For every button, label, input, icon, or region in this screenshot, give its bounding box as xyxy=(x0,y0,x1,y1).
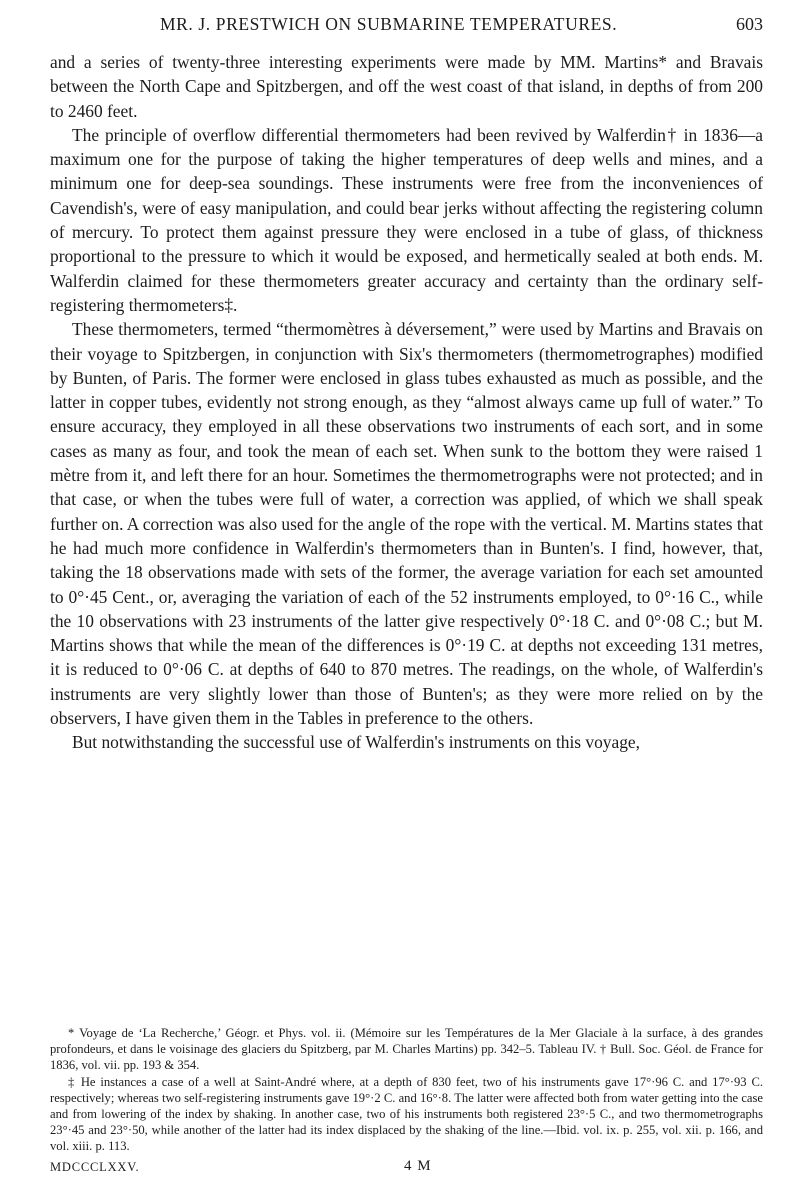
paragraph-3: These thermometers, termed “thermomètres à déversement,” were used by Martins and Bravais on their voyage to Spitzbergen, in conjunction with Six's thermometers (thermometrographes) modified by Bunten, of Paris. The former were enclosed in glass tubes exhausted as much as possible, and the latter in copper tubes, evidently not strong enough, as they “almost always came up full of water.” To ensure accuracy, they employed in all these observations two instruments of each sort, and in some cases as many as four, and took the mean of each set. When sunk to the bottom they were raised 1 mètre from it, and left there for an hour. Sometimes the thermometrographs were not protected; and in that case, or when the tubes were full of water, a correction was applied, of which we shall speak further on. A correction was also used for the angle of the rope with the vertical. M. Martins states that he had much more confidence in Walferdin's thermometers than in Bunten's. I find, however, that, taking the 18 observations made with sets of the former, the average variation for each set amounted to 0°·45 Cent., or, averaging the variation of each of the 52 instruments employed, to 0°·16 C., while the 10 observations with 23 instruments of the latter give respectively 0°·18 C. and 0°·08 C.; but M. Martins shows that while the mean of the differences is 0°·19 C. at depths not exceeding 131 metres, it is reduced to 0°·06 C. at depths of 640 to 870 metres. The readings, on the whole, of Walferdin's instruments are very slightly lower than those of Bunten's; as they were more relied on by the observers, I have given them in the Tables in preference to the others. xyxy=(50,319,763,729)
footer-year: MDCCCLXXV. xyxy=(50,1160,140,1174)
page-number: 603 xyxy=(736,14,763,34)
footnote-2: ‡ He instances a case of a well at Saint-André where, at a depth of 830 feet, two of his instruments gave 17°·96 C. and 17°·93 C. respectively; whereas two self-registering instruments gave 19°·2 C. and 16°·8. The latter were affected both from water getting into the case and from lowering of the index by shaking. In another case, two of his instruments both registered 23°·5 C., and two thermometrographs 23°·45 and 23°·50, while another of the latter had its index displaced by the shaking of the line.—Ibid. vol. ix. p. 255, vol. xii. p. 166, and vol. xiii. p. 113. xyxy=(50,1074,763,1154)
body-text xyxy=(50,50,763,755)
running-head: MR. J. PRESTWICH ON SUBMARINE TEMPERATURES. xyxy=(160,14,618,34)
page-header xyxy=(50,14,763,36)
paragraph-4: But notwithstanding the successful use of Walferdin's instruments on this voyage, xyxy=(72,732,640,753)
paragraph-1: and a series of twenty-three interesting experiments were made by MM. Martins* and Bravais between the North Cape and Spitzbergen, and off the west coast of that island, in depths of from 200 to 2460 feet. xyxy=(50,52,763,121)
signature-mark: 4 M xyxy=(404,1158,432,1174)
footnote-1: * Voyage de ‘La Recherche,’ Géogr. et Phys. vol. ii. (Mémoire sur les Températures de la Mer Glaciale à la surface, à des grandes profondeurs, et dans le voisinage des glaciers du Spitzberg, par M. Charles Martins) pp. 342–5. Tableau IV. † Bull. Soc. Géol. de France for 1836, vol. vii. pp. 193 & 354. xyxy=(50,1026,763,1073)
footnotes xyxy=(50,1025,763,1155)
paragraph-2: The principle of overflow differential thermometers had been revived by Walferdin† in 1836—a maximum one for the purpose of taking the higher temperatures of deep wells and mines, and a minimum one for deep-sea soundings. These instruments were free from the inconveniences of Cavendish's, were of easy manipulation, and could bear jerks without affecting the registering column of mercury. To protect them against pressure they were enclosed in a tube of glass, of thickness proportional to the pressure to which it would be exposed, and hermetically sealed at both ends. M. Walferdin claimed for these thermometers greater accuracy and certainty than the ordinary self-registering thermometers‡. xyxy=(50,124,763,315)
